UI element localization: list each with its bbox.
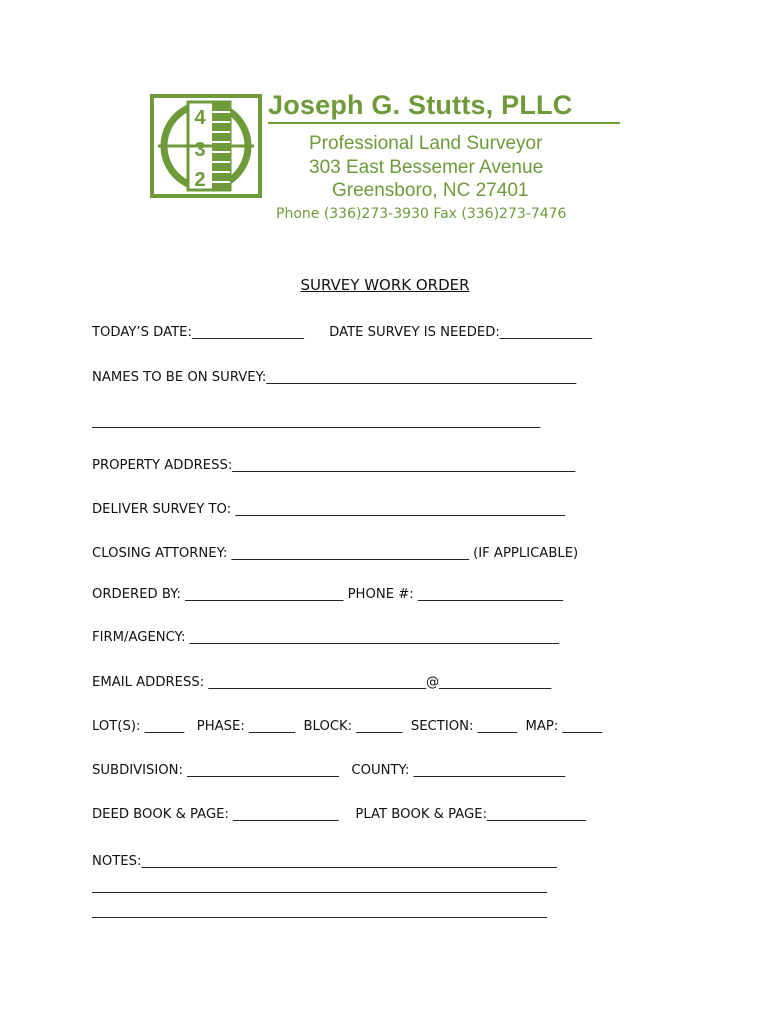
notes-line[interactable]: NOTES:_______________________________________________________________ bbox=[92, 854, 557, 869]
surveyor-logo bbox=[150, 94, 262, 198]
company-street: 303 East Bessemer Avenue bbox=[309, 157, 544, 178]
company-name-underline bbox=[268, 122, 620, 124]
company-title: Professional Land Surveyor bbox=[309, 133, 543, 154]
ordered-by-line[interactable]: ORDERED BY: ________________________ PHONE #: ______________________ bbox=[92, 587, 563, 602]
notes-continuation-line-1[interactable]: _____________________________________________________________________ bbox=[92, 879, 547, 894]
deed-plat-book-line[interactable]: DEED BOOK & PAGE: ________________ PLAT BOOK & PAGE:_______________ bbox=[92, 807, 586, 822]
notes-continuation-line-2[interactable]: _____________________________________________________________________ bbox=[92, 904, 547, 919]
company-contact: Phone (336)273-3930 Fax (336)273-7476 bbox=[276, 206, 567, 222]
deliver-survey-to-line[interactable]: DELIVER SURVEY TO: __________________________________________________ bbox=[92, 502, 566, 517]
company-city: Greensboro, NC 27401 bbox=[332, 180, 529, 201]
email-address-line[interactable]: EMAIL ADDRESS: _________________________________@_________________ bbox=[92, 675, 552, 690]
todays-date-line[interactable]: TODAY’S DATE:_________________ DATE SURVEY IS NEEDED:______________ bbox=[92, 325, 593, 340]
form-title: SURVEY WORK ORDER bbox=[300, 276, 470, 294]
closing-attorney-line[interactable]: CLOSING ATTORNEY: ____________________________________ (IF APPLICABLE) bbox=[92, 546, 579, 561]
property-address-line[interactable]: PROPERTY ADDRESS:____________________________________________________ bbox=[92, 458, 576, 473]
lot-phase-block-line[interactable]: LOT(S): ______ PHASE: _______ BLOCK: _______ SECTION: ______ MAP: ______ bbox=[92, 719, 603, 734]
firm-agency-line[interactable]: FIRM/AGENCY: ________________________________________________________ bbox=[92, 630, 559, 645]
logo-digit-4: 4 bbox=[194, 107, 206, 129]
logo-digit-2: 2 bbox=[194, 169, 206, 191]
names-continuation-line[interactable]: ____________________________________________________________________ bbox=[92, 414, 541, 429]
names-on-survey-line[interactable]: NAMES TO BE ON SURVEY:_______________________________________________ bbox=[92, 370, 577, 385]
logo-digit-3: 3 bbox=[194, 139, 206, 161]
subdivision-county-line[interactable]: SUBDIVISION: _______________________ COUNTY: _______________________ bbox=[92, 763, 566, 778]
company-name: Joseph G. Stutts, PLLC bbox=[268, 90, 573, 120]
